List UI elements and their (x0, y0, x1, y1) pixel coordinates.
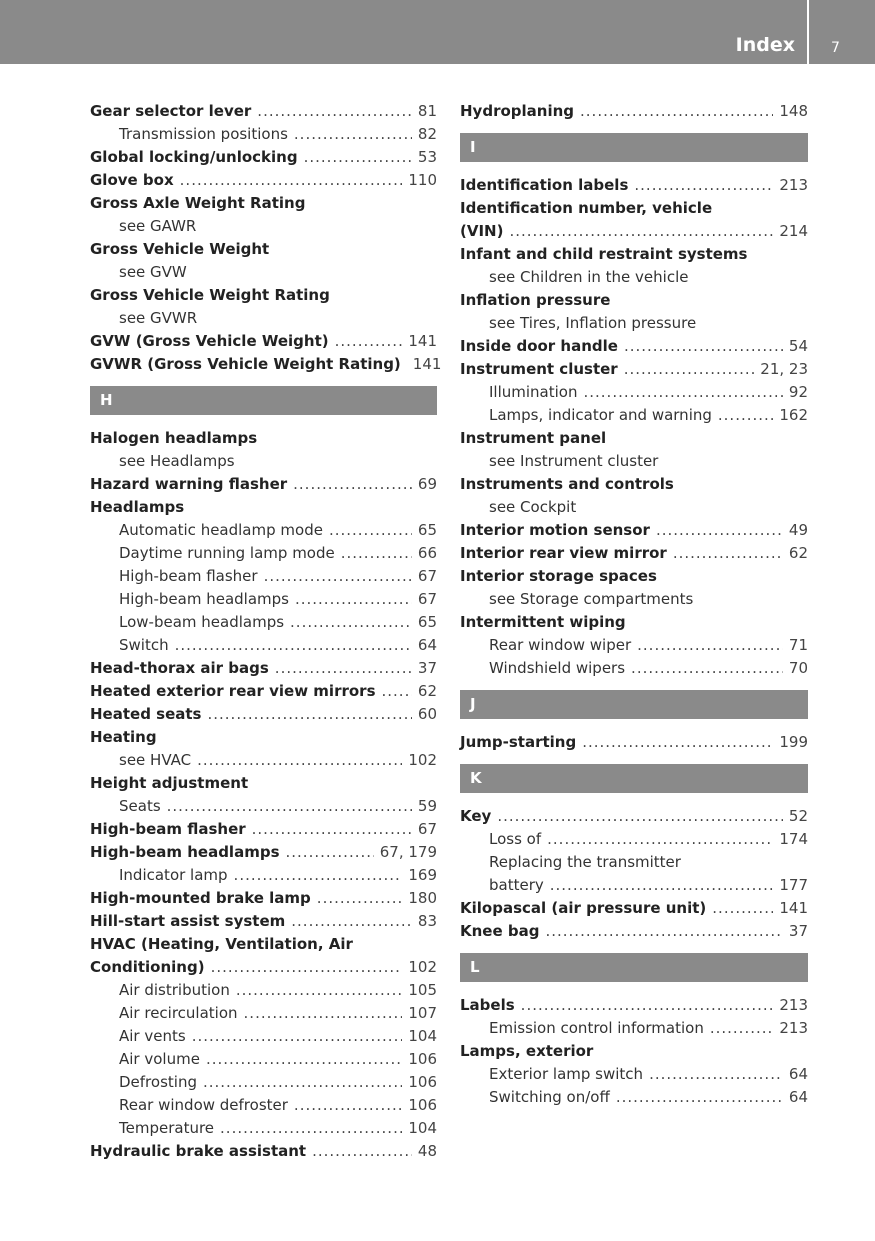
page-ref: 105 (408, 981, 437, 999)
dot-leader (580, 100, 773, 123)
entry-text: see GVWR (119, 309, 198, 327)
page-ref: 21, 23 (760, 360, 808, 378)
index-subentry (90, 1117, 437, 1140)
index-entry (460, 473, 808, 496)
page-header (0, 0, 875, 64)
entry-text: Gross Vehicle Weight (90, 240, 270, 258)
index-entry (90, 933, 437, 956)
dot-leader (275, 657, 412, 680)
entry-text: Windshield wipers (489, 659, 626, 677)
index-subentry (90, 542, 437, 565)
page-ref: 83 (417, 912, 437, 930)
dot-leader (180, 169, 403, 192)
page-ref: 71 (788, 636, 808, 654)
index-entry (90, 1140, 437, 1163)
entry-text: Gross Axle Weight Rating (90, 194, 306, 212)
entry-text: see Headlamps (119, 452, 235, 470)
entry-text: Identification labels (460, 176, 629, 194)
page-number: 7 (831, 40, 840, 56)
entry-text: GVW (Gross Vehicle Weight) (90, 332, 329, 350)
dot-leader (497, 805, 783, 828)
page-ref: 65 (417, 521, 437, 539)
index-subentry (460, 634, 808, 657)
index-entry (460, 805, 808, 828)
dot-leader (382, 680, 412, 703)
page-ref: 49 (788, 521, 808, 539)
index-subentry (90, 123, 437, 146)
page-ref: 106 (408, 1050, 437, 1068)
index-subentry (460, 1063, 808, 1086)
page-ref: 62 (788, 544, 808, 562)
page-ref: 54 (788, 337, 808, 355)
entry-text: High-beam headlamps (119, 590, 289, 608)
dot-leader (257, 100, 412, 123)
page-ref: 70 (788, 659, 808, 677)
entry-text: Hill-start assist system (90, 912, 286, 930)
entry-text: Instrument cluster (460, 360, 618, 378)
page-ref: 67, 179 (379, 843, 437, 861)
page-ref: 67 (417, 820, 437, 838)
entry-text: Switching on/off (489, 1088, 610, 1106)
entry-text: battery (489, 876, 544, 894)
entry-text: Heating (90, 728, 157, 746)
section-header: I (460, 133, 808, 162)
page-ref: 37 (417, 659, 437, 677)
dot-leader (207, 703, 411, 726)
entry-text: see Cockpit (489, 498, 577, 516)
dot-leader (236, 979, 403, 1002)
dot-leader (631, 657, 783, 680)
index-subentry (460, 496, 808, 519)
entry-text: Glove box (90, 171, 174, 189)
entry-text: Instruments and controls (460, 475, 674, 493)
page-ref: 53 (417, 148, 437, 166)
page-ref: 60 (417, 705, 437, 723)
dot-leader (203, 1071, 402, 1094)
page-ref: 102 (408, 751, 437, 769)
page-ref: 106 (408, 1096, 437, 1114)
entry-text: see Children in the vehicle (489, 268, 689, 286)
entry-text: Interior motion sensor (460, 521, 650, 539)
entry-text: Interior storage spaces (460, 567, 657, 585)
entry-text: Gear selector lever (90, 102, 252, 120)
index-subentry (460, 1017, 808, 1040)
page-ref: 141 (408, 332, 437, 350)
dot-leader (294, 1094, 402, 1117)
page-ref: 174 (779, 830, 808, 848)
dot-leader (304, 146, 412, 169)
dot-leader (293, 473, 412, 496)
index-entry (90, 192, 437, 215)
index-entry (460, 220, 808, 243)
dot-leader (509, 220, 773, 243)
index-entry (460, 289, 808, 312)
page-ref: 66 (417, 544, 437, 562)
index-entry (460, 174, 808, 197)
page-ref: 67 (417, 567, 437, 585)
page-ref: 81 (417, 102, 437, 120)
dot-leader (211, 956, 403, 979)
page-ref: 107 (408, 1004, 437, 1022)
entry-text: Lamps, indicator and warning (489, 406, 712, 424)
index-subentry (90, 979, 437, 1002)
dot-leader (295, 588, 412, 611)
page-ref: 64 (417, 636, 437, 654)
index-entry (90, 353, 442, 376)
dot-leader (550, 874, 774, 897)
dot-leader (329, 519, 412, 542)
index-entry (460, 519, 808, 542)
dot-leader (656, 519, 783, 542)
page-ref: 104 (408, 1119, 437, 1137)
index-entry (90, 887, 437, 910)
dot-leader (175, 634, 412, 657)
dot-leader (312, 1140, 412, 1163)
index-subentry (90, 611, 437, 634)
entry-text: Indicator lamp (119, 866, 228, 884)
index-entry (460, 197, 808, 220)
entry-text: Identification number, vehicle (460, 199, 713, 217)
dot-leader (234, 864, 403, 887)
index-entry (90, 956, 437, 979)
index-entry (90, 473, 437, 496)
page-ref: 214 (779, 222, 808, 240)
dot-leader (583, 381, 782, 404)
entry-text: see Storage compartments (489, 590, 694, 608)
page-ref: 106 (408, 1073, 437, 1091)
entry-text: Lamps, exterior (460, 1042, 594, 1060)
entry-text: Daytime running lamp mode (119, 544, 335, 562)
index-subentry (90, 749, 437, 772)
index-subentry (460, 851, 808, 874)
index-entry (460, 1040, 808, 1063)
index-entry (460, 335, 808, 358)
dot-leader (624, 358, 755, 381)
index-subentry (460, 828, 808, 851)
page-ref: 104 (408, 1027, 437, 1045)
page-ref: 180 (408, 889, 437, 907)
index-subentry (460, 312, 808, 335)
entry-text: Head-thorax air bags (90, 659, 269, 677)
dot-leader (341, 542, 412, 565)
page-ref: 48 (417, 1142, 437, 1160)
index-subentry (90, 795, 437, 818)
index-entry (460, 542, 808, 565)
index-subentry (90, 1071, 437, 1094)
index-subentry (90, 519, 437, 542)
entry-text: Knee bag (460, 922, 540, 940)
entry-text: Rear window wiper (489, 636, 632, 654)
entry-text: Inside door handle (460, 337, 618, 355)
index-subentry (460, 1086, 808, 1109)
page-ref: 37 (788, 922, 808, 940)
entry-text: see Instrument cluster (489, 452, 659, 470)
entry-text: Switch (119, 636, 169, 654)
dot-leader (317, 887, 403, 910)
dot-leader (220, 1117, 402, 1140)
page-ref: 213 (779, 1019, 808, 1037)
dot-leader (673, 542, 783, 565)
index-entry (90, 169, 437, 192)
index-entry (90, 238, 437, 261)
index-entry (90, 910, 437, 933)
dot-leader (634, 174, 773, 197)
index-entry (90, 657, 437, 680)
dot-leader (290, 611, 412, 634)
entry-text: Rear window defroster (119, 1096, 288, 1114)
index-entry (460, 358, 808, 381)
page-ref: 110 (408, 171, 437, 189)
entry-text: Exterior lamp switch (489, 1065, 644, 1083)
dot-leader (286, 841, 374, 864)
page-ref: 148 (779, 102, 808, 120)
index-entry (90, 427, 437, 450)
page-ref: 213 (779, 996, 808, 1014)
index-entry (460, 100, 808, 123)
entry-text: Automatic headlamp mode (119, 521, 323, 539)
entry-text: Headlamps (90, 498, 185, 516)
index-entry (90, 680, 437, 703)
entry-text: Inflation pressure (460, 291, 611, 309)
index-entry (90, 284, 437, 307)
entry-text: Emission control information (489, 1019, 704, 1037)
entry-text: Hydraulic brake assistant (90, 1142, 307, 1160)
entry-text: Air volume (119, 1050, 200, 1068)
entry-text: GVWR (Gross Vehicle Weight Rating) (90, 355, 401, 373)
index-entry (460, 994, 808, 1017)
index-subentry (90, 864, 437, 887)
dot-leader (192, 1025, 403, 1048)
index-column-right (460, 100, 808, 1109)
entry-text: Jump-starting (460, 733, 577, 751)
dot-leader (252, 818, 412, 841)
entry-text: High-mounted brake lamp (90, 889, 311, 907)
dot-leader (206, 1048, 402, 1071)
entry-text: Air recirculation (119, 1004, 238, 1022)
entry-text: Global locking/unlocking (90, 148, 298, 166)
index-entry (460, 731, 808, 754)
entry-text: Key (460, 807, 492, 825)
dot-leader (624, 335, 783, 358)
page-ref: 52 (788, 807, 808, 825)
dot-leader (712, 897, 773, 920)
dot-leader (637, 634, 783, 657)
dot-leader (335, 330, 403, 353)
section-header: L (460, 953, 808, 982)
index-entry (90, 330, 437, 353)
index-subentry (90, 215, 437, 238)
dot-leader (167, 795, 412, 818)
dot-leader (197, 749, 402, 772)
index-subentry (90, 1025, 437, 1048)
index-entry (90, 841, 437, 864)
index-entry (460, 611, 808, 634)
header-divider (807, 0, 809, 64)
index-subentry (460, 381, 808, 404)
index-entry (90, 772, 437, 795)
section-header: K (460, 764, 808, 793)
index-subentry (460, 450, 808, 473)
entry-text: Replacing the transmitter (489, 853, 681, 871)
index-entry (460, 565, 808, 588)
page-ref: 65 (417, 613, 437, 631)
index-subentry (90, 261, 437, 284)
entry-text: Heated exterior rear view mirrors (90, 682, 376, 700)
index-entry (90, 100, 437, 123)
dot-leader (616, 1086, 783, 1109)
page-ref: 169 (408, 866, 437, 884)
index-entry (90, 496, 437, 519)
dot-leader (291, 910, 412, 933)
entry-text: Gross Vehicle Weight Rating (90, 286, 330, 304)
index-entry (460, 427, 808, 450)
index-subentry (90, 588, 437, 611)
index-subentry (90, 1002, 437, 1025)
index-entry (460, 897, 808, 920)
index-subentry (460, 404, 808, 427)
dot-leader (547, 828, 773, 851)
entry-text: Seats (119, 797, 161, 815)
entry-text: Low-beam headlamps (119, 613, 285, 631)
entry-text: see HVAC (119, 751, 192, 769)
section-header: H (90, 386, 437, 415)
entry-text: Illumination (489, 383, 578, 401)
entry-text: Conditioning) (90, 958, 205, 976)
entry-text: (VIN) (460, 222, 504, 240)
entry-text: Defrosting (119, 1073, 197, 1091)
page-ref: 162 (779, 406, 808, 424)
entry-text: Labels (460, 996, 515, 1014)
index-subentry (90, 1048, 437, 1071)
section-header: J (460, 690, 808, 719)
index-entry (90, 703, 437, 726)
header-title: Index (735, 34, 795, 56)
index-subentry (460, 657, 808, 680)
entry-text: see GVW (119, 263, 187, 281)
entry-text: High-beam flasher (119, 567, 258, 585)
entry-text: Hazard warning flasher (90, 475, 288, 493)
dot-leader (649, 1063, 783, 1086)
entry-text: Height adjustment (90, 774, 249, 792)
page-ref: 92 (788, 383, 808, 401)
index-subentry (90, 1094, 437, 1117)
index-subentry (90, 565, 437, 588)
index-subentry (460, 266, 808, 289)
page-ref: 199 (779, 733, 808, 751)
page-ref: 213 (779, 176, 808, 194)
index-entry (90, 726, 437, 749)
dot-leader (294, 123, 412, 146)
dot-leader (710, 1017, 774, 1040)
entry-text: see Tires, Inflation pressure (489, 314, 697, 332)
page-ref: 82 (417, 125, 437, 143)
entry-text: Kilopascal (air pressure unit) (460, 899, 707, 917)
page-ref: 64 (788, 1065, 808, 1083)
page-ref: 69 (417, 475, 437, 493)
entry-text: Halogen headlamps (90, 429, 258, 447)
entry-text: High-beam headlamps (90, 843, 280, 861)
entry-text: Transmission positions (119, 125, 288, 143)
dot-leader (545, 920, 782, 943)
index-subentry (90, 450, 437, 473)
dot-leader (244, 1002, 403, 1025)
page-ref: 59 (417, 797, 437, 815)
page-ref: 67 (417, 590, 437, 608)
index-entry (90, 146, 437, 169)
entry-text: Loss of (489, 830, 542, 848)
page-ref: 102 (408, 958, 437, 976)
index-subentry (460, 874, 808, 897)
page-ref: 141 (779, 899, 808, 917)
index-column-left (90, 100, 442, 1163)
entry-text: Heated seats (90, 705, 202, 723)
index-entry (90, 818, 437, 841)
entry-text: HVAC (Heating, Ventilation, Air (90, 935, 353, 953)
dot-leader (582, 731, 773, 754)
index-subentry (90, 307, 437, 330)
index-entry (460, 920, 808, 943)
entry-text: Intermittent wiping (460, 613, 626, 631)
entry-text: High-beam flasher (90, 820, 246, 838)
page-ref: 177 (779, 876, 808, 894)
dot-leader (521, 994, 774, 1017)
page-ref: 64 (788, 1088, 808, 1106)
entry-text: Instrument panel (460, 429, 607, 447)
entry-text: Air distribution (119, 981, 230, 999)
index-subentry (90, 634, 437, 657)
index-entry (460, 243, 808, 266)
entry-text: Hydroplaning (460, 102, 575, 120)
page-ref: 141 (412, 355, 442, 373)
dot-leader (264, 565, 412, 588)
dot-leader (718, 404, 773, 427)
entry-text: Infant and child restraint systems (460, 245, 748, 263)
entry-text: Interior rear view mirror (460, 544, 667, 562)
entry-text: Air vents (119, 1027, 186, 1045)
index-subentry (460, 588, 808, 611)
entry-text: see GAWR (119, 217, 197, 235)
entry-text: Temperature (119, 1119, 215, 1137)
page-ref: 62 (417, 682, 437, 700)
